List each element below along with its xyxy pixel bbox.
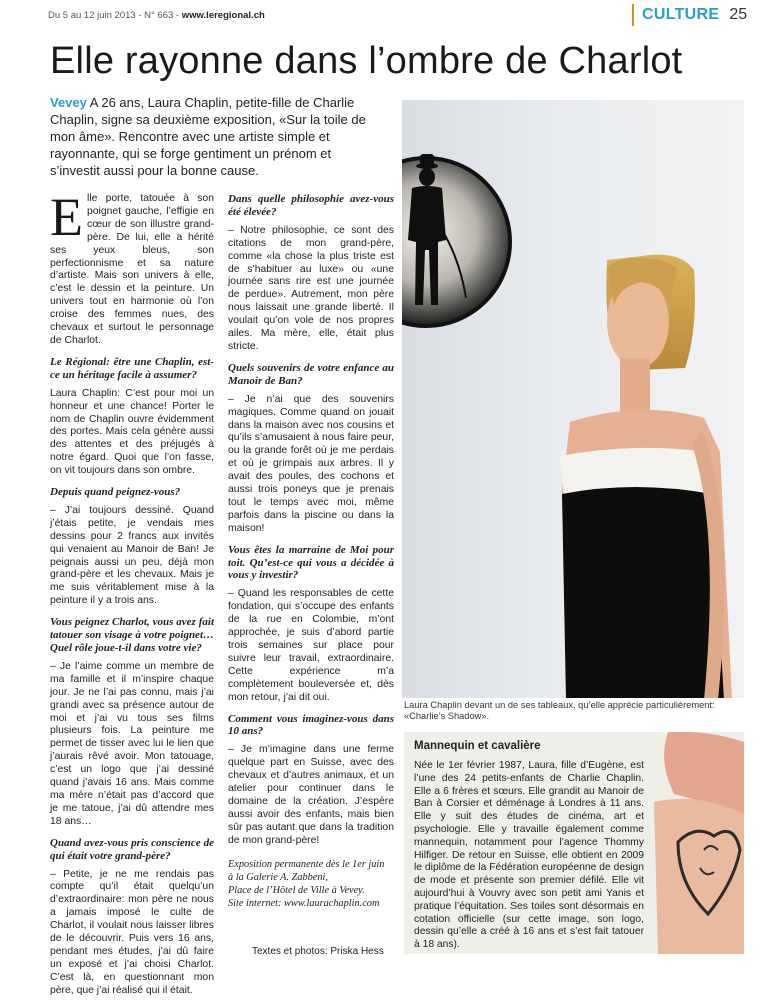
- question-2: Depuis quand peignez-vous?: [50, 486, 181, 499]
- answer-3: – Je l’aime comme un membre de ma famille et il m’inspire chaque jour. Je ne l’ai pas connu, mais j’ai grandi avec sa présence autour de moi et j’ai vu tous ses films plusieurs fois. La peinture me permet de tisser avec lui le lien que j’aurais rêvé avoir. Mon tatouage, c’est un logo que j’ai dessiné quand j’avais 16 ans. Mais comme ma mère n’était pas d’accord que je me tatoue, j’ai dû attendre mes 18 ans…: [50, 660, 214, 827]
- drop-cap: E: [50, 187, 83, 247]
- section-header: [632, 4, 747, 26]
- exhibition-info: [228, 858, 394, 910]
- column-2: [228, 193, 394, 910]
- question-5: Dans quelle philosophie avez-vous été élevée?: [228, 193, 394, 218]
- article-title: Elle rayonne dans l’ombre de Charlot: [50, 40, 683, 82]
- issue-line: [48, 10, 265, 21]
- answer-7: – Quand les responsables de cette fondation, qui s’occupe des enfants de la rue en Colombie, m’ont approchée, je suis d’abord partie trois semaines sur place pour suivre leur travail, extraordinaire. Cette expérience m’a complètement bouleversée et, dès mon retour, j’ai dit oui.: [228, 588, 394, 703]
- tattoo-illustration: [648, 732, 744, 954]
- main-photo: [402, 100, 744, 698]
- question-7: Vous êtes la marraine de Moi pour toit. Qu’est-ce qui vous a décidée à vous y investir?: [228, 543, 394, 582]
- lead-text: A 26 ans, Laura Chaplin, petite-fille de Charlie Chaplin, signe sa deuxième exposition, «Sur la toile de mon âme». Rencontre avec une artiste simple et rayonnante, qui se forge gentiment un prénom et s’investit aussi pour la bonne cause.: [50, 95, 366, 178]
- question-4: Quand avez-vous pris conscience de qui était votre grand-père?: [50, 836, 214, 862]
- section-name: CULTURE: [642, 6, 720, 23]
- site-link[interactable]: www.leregional.ch: [181, 10, 265, 21]
- question-6: Quels souvenirs de votre enfance au Manoir de Ban?: [228, 361, 394, 387]
- question-1: Le Régional: être une Chaplin, est-ce un héritage facile à assumer?: [50, 355, 214, 381]
- answer-2: – J’ai toujours dessiné. Quand j’étais petite, je vendais mes dessins pour 2 francs aux invités qui venaient au Manoir de Ban! Je peignais aussi un peu, déjà mon grand-père et les chevaux. Mais je me suis véritablement mise à la peinture il y a trois ans.: [50, 504, 214, 607]
- credit-label: Textes et photos:: [252, 946, 331, 957]
- expo-website[interactable]: Site internet: www.laurachaplin.com: [228, 897, 380, 909]
- answer-1: Laura Chaplin: C’est pour moi un honneur et une chance! Porter le nom de Chaplin ouvre évidemment des portes. Mais cela génère aussi des attentes et des préjugés à notre égard. Quoi que l’on fasse, on vit toujours dans son ombre.: [50, 387, 214, 477]
- answer-8: – Je m’imagine dans une ferme quelque part en Suisse, avec des chevaux et d’autres animaux, et un atelier pour continuer dans le domaine de la création. J’espère aussi avoir des enfants, mais bien sûr pas autant que dans la tradition de mon grand-père!: [228, 744, 394, 846]
- wrist-tattoo-photo: [648, 732, 744, 954]
- question-3: Vous peignez Charlot, vous avez fait tatouer son visage à votre poignet… Quel rôle joue-t-il dans votre vie?: [50, 616, 214, 654]
- photo-caption: Laura Chaplin devant un de ses tableaux, qu’elle apprécie particulièrement: «Charlie’s Shadow».: [404, 700, 715, 721]
- answer-4: – Petite, je ne me rendais pas compte qu’il était quelqu’un d’extraordinaire: mon père ne nous a jamais imposé le culte de Charlot, il voulait nous laisser libres de le découvrir. Puis vers 16 ans, pendant mes études, j’ai dû faire un exposé et j’ai choisi Charlot. C’est là, en questionnant mon père, que j’ai réalisé qui il était.: [50, 868, 214, 996]
- expo-line: Exposition permanente dès le 1er juin: [228, 858, 385, 870]
- portrait-illustration: [402, 100, 744, 698]
- lead-place: Vevey: [50, 95, 87, 110]
- column-1: [50, 187, 214, 1004]
- expo-line: Place de l’Hôtel de Ville à Vevey.: [228, 884, 365, 896]
- woman-figure: [560, 255, 732, 698]
- intro-text: lle porte, tatouée à son poignet gauche, l’effigie en cœur de son illustre grand-père. De lui, elle a hérité ses yeux bleus, son perfectionnisme et sa nature d’artiste. Mais son univers à elle, c’est le dessin et la peinture. Un univers tout en harmonie où l’on croise des femmes nues, des chevaux et surtout le personnage de Charlot.: [50, 193, 214, 346]
- page-number: 25: [729, 6, 748, 23]
- article-lead: [50, 94, 380, 179]
- info-box-title: Mannequin et cavalière: [414, 740, 541, 752]
- credit-name: Priska Hess: [330, 946, 384, 957]
- answer-6: – Je n’ai que des souvenirs magiques. Comme quand on jouait dans la maison avec nos cousins et qu’ils s’amusaient à nous faire peur, ou la grande forêt où je me perdais et où je grimpais aux arbres. Il y avait des poules, des cochons et aussi trois poneys que je prenais tout le temps avec moi, même parfois dans la piscine ou dans la maison!: [228, 393, 394, 534]
- answer-5: – Notre philosophie, ce sont des citations de mon grand-père, comme «la chose la plus triste est de s’habituer au luxe» ou «une journée sans rire est une journée de perdue». Autrement, mon père nous laissait une grande liberté. Il voulait qu’on vole de nos propres ailes. Ma mère, elle, était plus stricte.: [228, 224, 394, 352]
- info-box-body: Née le 1er février 1987, Laura, fille d’Eugène, est l’une des 24 petits-enfants de Charlie Chaplin. Elle a 6 frères et sœurs. Elle grandit au Manoir de Ban à Corsier et déménage à Londres à 11 ans. Elle y suit des études de cinéma, art et psychologie. Elle y travaille également comme mannequin, notamment pour l’agence Thommy Hilfiger. De retour en Suisse, elle obtient en 2009 le diplôme de la Fédération européenne de design de mode et présente son premier défilé. Elle vit aujourd’hui à Vouvry avec son petit ami Yanis et pratique l’équitation. Ses toiles sont désormais en cotation officielle (sur cette image, son logo, dessin qu’elle a créé à 16 ans et s’est fait tatouer à 18 ans).: [414, 760, 644, 951]
- expo-line: à la Galerie A. Zabbeni,: [228, 871, 328, 883]
- photo-credit: [252, 946, 384, 957]
- question-8: Comment vous imaginez-vous dans 10 ans?: [228, 712, 394, 738]
- issue-date: Du 5 au 12 juin 2013 - N° 663 -: [48, 10, 182, 21]
